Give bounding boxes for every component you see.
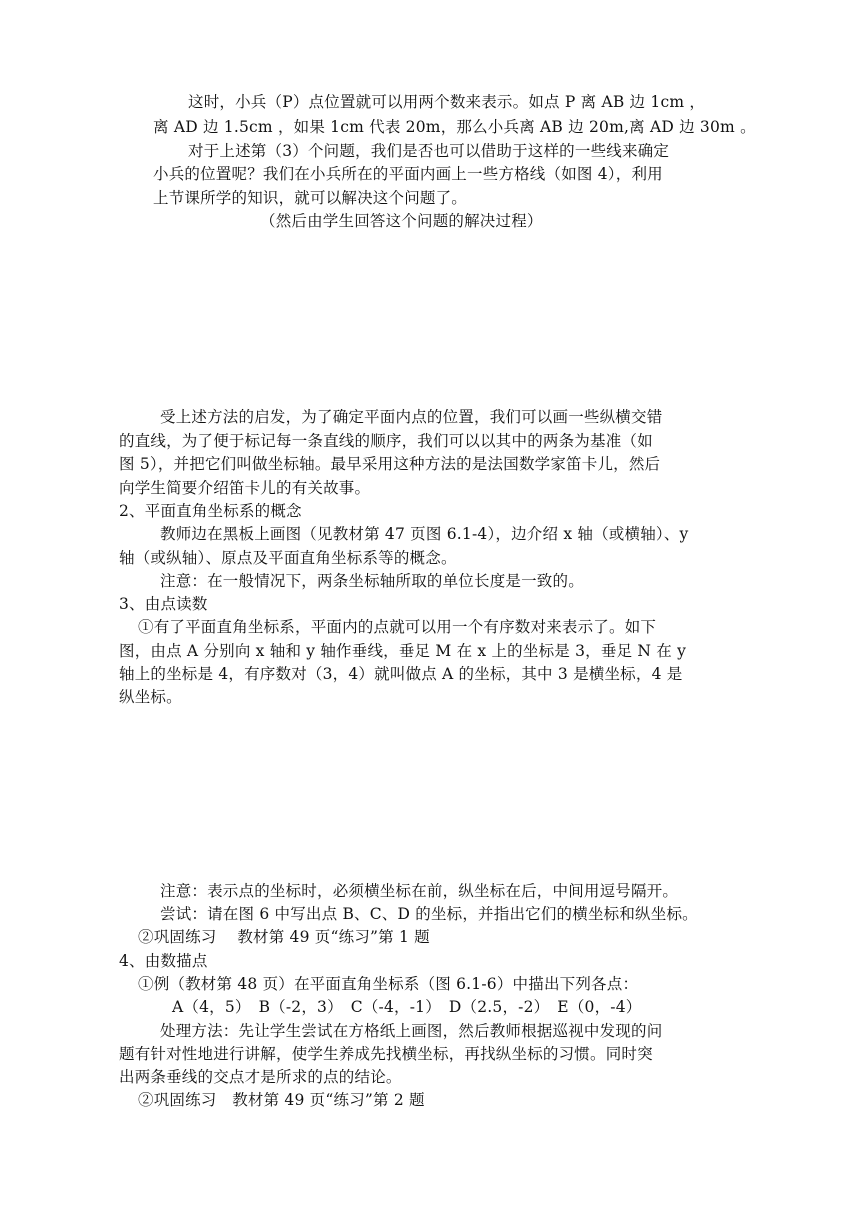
paragraph-line: 轴（或纵轴）、原点及平面直角坐标系等的概念。 [119,549,457,567]
paragraph-line: 的直线，为了便于标记每一条直线的顺序，我们可以以其中的两条为基准（如 [119,432,653,450]
section-heading: 3、由点读数 [119,595,208,613]
paragraph-line: 尝试：请在图 6 中写出点 B、C、D 的坐标，并指出它们的横坐标和纵坐标。 [160,905,698,923]
paragraph-line: 受上述方法的启发，为了确定平面内点的位置，我们可以画一些纵横交错 [160,408,663,426]
paragraph-line: 出两条垂线的交点才是所求的点的结论。 [119,1068,402,1086]
paragraph-line: （然后由学生回答这个问题的解决过程） [260,212,543,230]
paragraph-line: 注意：在一般情况下，两条坐标轴所取的单位长度是一致的。 [160,572,584,590]
paragraph-line: 这时，小兵（P）点位置就可以用两个数来表示。如点 P 离 AB 边 1cm ， [188,93,706,111]
paragraph-line: 题有针对性地进行讲解，使学生养成先找横坐标，再找纵坐标的习惯。同时突 [119,1045,653,1063]
paragraph-line: 离 AD 边 1.5cm ，如果 1cm 代表 20m，那么小兵离 AB 边 20m,离 AD 边 30m 。 [153,118,756,136]
paragraph-line: ②巩固练习 教材第 49 页“练习”第 2 题 [138,1091,425,1109]
paragraph-line: ①例（教材第 48 页）在平面直角坐标系（图 6.1-6）中描出下列各点： [138,975,639,993]
paragraph-line: 轴上的坐标是 4，有序数对（3，4）就叫做点 A 的坐标，其中 3 是横坐标，4 是 [119,665,683,683]
paragraph-line: ①有了平面直角坐标系，平面内的点就可以用一个有序数对来表示了。如下 [138,618,657,636]
points-list: A（4，5） B（-2，3） C（-4，-1） D（2.5，-2） E（0，-4） [172,998,642,1016]
section-heading: 4、由数描点 [119,952,208,970]
paragraph-line: 图 5），并把它们叫做坐标轴。最早采用这种方法的是法国数学家笛卡儿，然后 [119,455,661,473]
paragraph-line: 处理方法：先让学生尝试在方格纸上画图，然后教师根据巡视中发现的问 [160,1022,663,1040]
paragraph-line: 教师边在黑板上画图（见教材第 47 页图 6.1-4），边介绍 x 轴（或横轴）、y [160,525,689,543]
paragraph-line: 图，由点 A 分别向 x 轴和 y 轴作垂线，垂足 M 在 x 上的坐标是 3，垂足 N 在 y [119,642,687,660]
paragraph-line: ②巩固练习 教材第 49 页“练习”第 1 题 [138,928,430,946]
paragraph-line: 上节课所学的知识，就可以解决这个问题了。 [153,189,468,207]
paragraph-line: 小兵的位置呢？我们在小兵所在的平面内画上一些方格线（如图 4），利用 [153,165,663,183]
paragraph-line: 纵坐标。 [119,688,182,706]
section-heading: 2、平面直角坐标系的概念 [119,502,302,520]
paragraph-line: 对于上述第（3）个问题，我们是否也可以借助于这样的一些线来确定 [188,142,670,160]
paragraph-line: 向学生简要介绍笛卡儿的有关故事。 [119,479,371,497]
paragraph-line: 注意：表示点的坐标时，必须横坐标在前，纵坐标在后，中间用逗号隔开。 [160,882,679,900]
